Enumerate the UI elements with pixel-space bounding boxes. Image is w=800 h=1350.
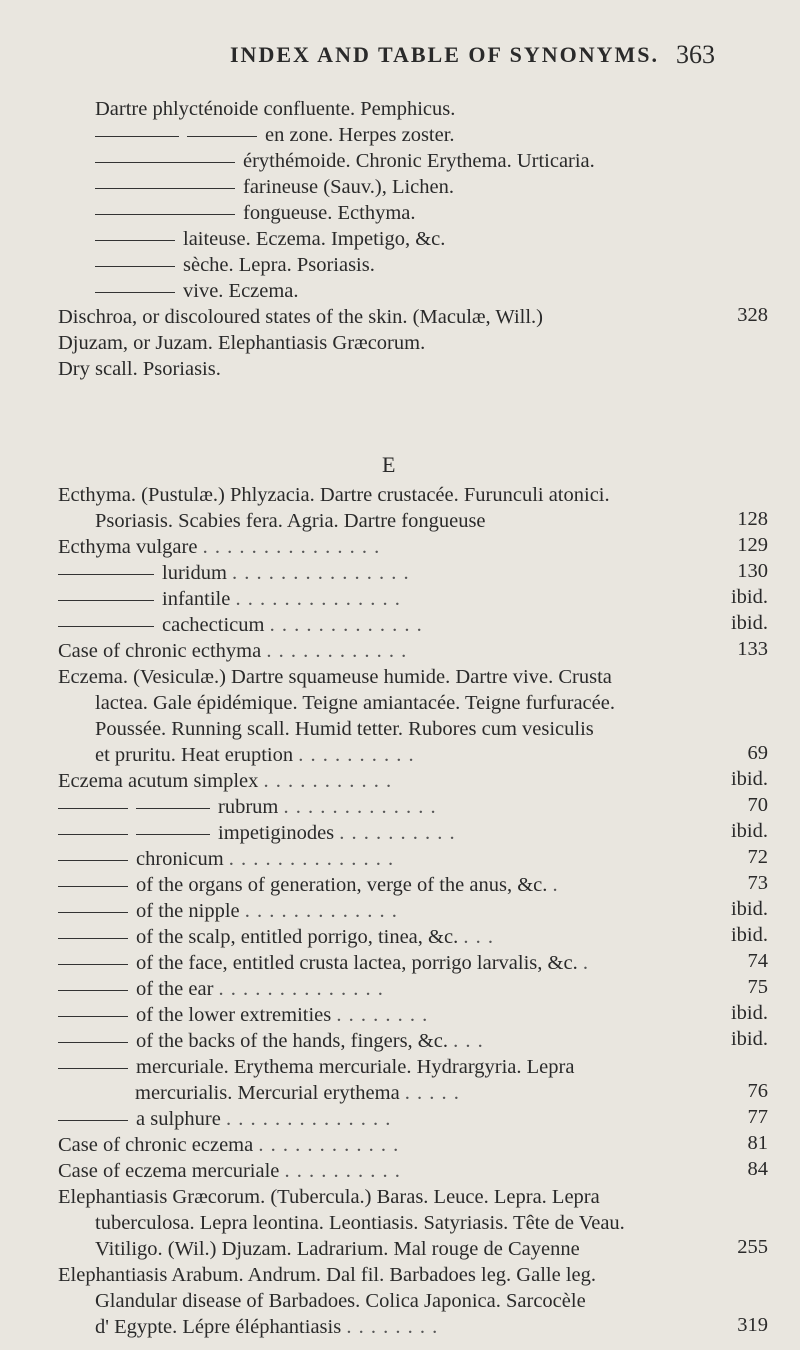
page-header [0,42,800,72]
page-ref: 69 [747,742,768,764]
page-ref: 130 [737,560,768,582]
page-ref: 77 [747,1106,768,1128]
index-entry: Djuzam, or Juzam. Elephantiasis Græcorum. [58,332,426,354]
page-ref: ibid. [730,1002,768,1024]
index-entry: of the nipple . . . . . . . . . . . . . [58,898,398,924]
index-entry: Eczema acutum simplex . . . . . . . . . . . [58,770,393,792]
index-entry: of the backs of the hands, fingers, &c. . . . [58,1028,484,1054]
page-ref: 74 [747,950,768,972]
index-entry: cachecticum . . . . . . . . . . . . . [58,612,423,638]
page-ref: 84 [747,1158,768,1180]
index-entry: of the lower extremities . . . . . . . . [58,1002,428,1028]
index-entry: laiteuse. Eczema. Impetigo, &c. [95,226,445,252]
page-ref: 76 [747,1080,768,1102]
index-entry: Dartre phlycténoide confluente. Pemphicus. [95,98,456,120]
index-entry: a sulphure . . . . . . . . . . . . . . [58,1106,391,1132]
index-entry: of the face, entitled crusta lactea, porrigo larvalis, &c. . [58,950,589,976]
index-entry: luridum . . . . . . . . . . . . . . . [58,560,410,586]
page-ref: 129 [737,534,768,556]
index-entry: of the ear . . . . . . . . . . . . . . [58,976,384,1002]
page-ref: ibid. [730,612,768,634]
index-entry: vive. Eczema. [95,278,299,304]
index-entry: Dischroa, or discoloured states of the skin. (Maculæ, Will.) [58,306,544,328]
index-entry: Poussée. Running scall. Humid tetter. Rubores cum vesiculis [95,718,594,740]
page-ref: ibid. [730,924,768,946]
page-ref: 81 [747,1132,768,1154]
index-entry: lactea. Gale épidémique. Teigne amiantacée. Teigne furfuracée. [95,692,615,714]
index-entry: Elephantiasis Arabum. Andrum. Dal fil. Barbadoes leg. Galle leg. [58,1264,596,1286]
index-entry: rubrum . . . . . . . . . . . . . [58,794,437,820]
running-title: INDEX AND TABLE OF SYNONYMS. [230,42,660,67]
page-ref: 75 [747,976,768,998]
index-entry: chronicum . . . . . . . . . . . . . . [58,846,394,872]
page-ref: 328 [737,304,768,326]
index-entry: Ecthyma vulgare . . . . . . . . . . . . . . . [58,536,381,558]
page-ref: 128 [737,508,768,530]
index-entry: en zone. Herpes zoster. [95,122,455,148]
page-ref: 255 [737,1236,768,1258]
index-entry: of the scalp, entitled porrigo, tinea, &c. . . . [58,924,494,950]
index-entry: mercuriale. Erythema mercuriale. Hydrargyria. Lepra [58,1054,574,1080]
page-ref: 72 [747,846,768,868]
index-entry: tuberculosa. Lepra leontina. Leontiasis. Satyriasis. Tête de Veau. [95,1212,625,1234]
page-number: 363 [676,40,715,69]
index-entry: of the organs of generation, verge of the anus, &c. . [58,872,559,898]
index-entry: sèche. Lepra. Psoriasis. [95,252,375,278]
page-ref: ibid. [730,768,768,790]
page-ref: 133 [737,638,768,660]
index-entry: Psoriasis. Scabies fera. Agria. Dartre fongueuse [95,510,486,532]
index-entry: fongueuse. Ecthyma. [95,200,416,226]
index-entry: mercurialis. Mercurial erythema . . . . . [135,1082,460,1104]
index-entry: Eczema. (Vesiculæ.) Dartre squameuse humide. Dartre vive. Crusta [58,666,612,688]
page-ref: ibid. [730,898,768,920]
index-entry: Dry scall. Psoriasis. [58,358,221,380]
page-ref: ibid. [730,586,768,608]
index-entry: et pruritu. Heat eruption . . . . . . . . . . [95,744,415,766]
index-entry: infantile . . . . . . . . . . . . . . [58,586,401,612]
index-entry: farineuse (Sauv.), Lichen. [95,174,454,200]
index-entry: Vitiligo. (Wil.) Djuzam. Ladrarium. Mal rouge de Cayenne [95,1238,580,1260]
index-entry: érythémoide. Chronic Erythema. Urticaria. [95,148,595,174]
page-ref: ibid. [730,1028,768,1050]
index-entry: Case of chronic eczema . . . . . . . . . . . . [58,1134,400,1156]
page-ref: ibid. [730,820,768,842]
index-entry: Elephantiasis Græcorum. (Tubercula.) Baras. Leuce. Lepra. Lepra [58,1186,600,1208]
page-ref: 70 [747,794,768,816]
index-entry: Glandular disease of Barbadoes. Colica Japonica. Sarcocèle [95,1290,586,1312]
page-ref: 73 [747,872,768,894]
section-letter: E [382,452,396,477]
index-entry: impetiginodes . . . . . . . . . . [58,820,456,846]
page-ref: 319 [737,1314,768,1336]
index-entry: Case of eczema mercuriale . . . . . . . . . . [58,1160,401,1182]
index-entry: Case of chronic ecthyma . . . . . . . . . . . . [58,640,408,662]
index-entry: Ecthyma. (Pustulæ.) Phlyzacia. Dartre crustacée. Furunculi atonici. [58,484,610,506]
index-entry: d' Egypte. Lépre éléphantiasis . . . . . . . . [95,1316,439,1338]
